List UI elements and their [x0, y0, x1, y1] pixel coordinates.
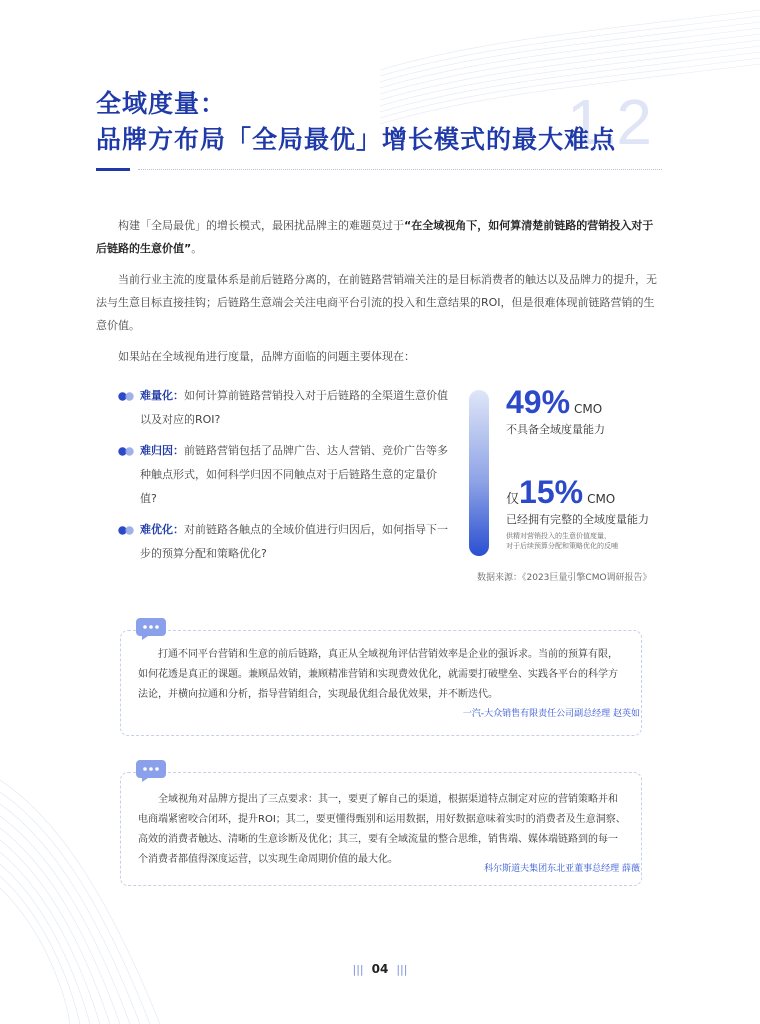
problem-text: 前链路营销包括了品牌广告、达人营销、竞价广告等多种触点形式，如何科学归因不同触点对于后链路生意的定量价值? — [140, 444, 448, 505]
quote-2-text: 全域视角对品牌方提出了三点要求：其一，要更了解自己的渠道，根据渠道特点制定对应的营销策略并和电商端紧密咬合闭环，提升ROI；其二，要更懂得甄别和运用数据，用好数据意味着实时的消费者及生意洞察、高效的消费者触达、清晰的生意诊断及优化；其三，要有全域流量的整合思维，销售端、媒体端链路到的每一个消费者都值得深度运营，以实现生命周期价值的最大化。 — [138, 794, 626, 865]
page-footer — [0, 962, 760, 976]
section-number: 1.2 — [567, 86, 650, 158]
chat-bubble-icon — [136, 618, 166, 640]
page-title — [96, 86, 616, 158]
stat-1-unit: CMO — [574, 402, 603, 416]
title-dotted-divider — [138, 169, 662, 170]
footer-tick-right: ||| — [396, 963, 408, 976]
gradient-stat-bar — [469, 390, 489, 556]
intro-paragraph-1 — [96, 214, 662, 260]
stat-2-description: 已经拥有完整的全域度量能力 — [506, 513, 649, 526]
list-item — [118, 439, 448, 511]
title-line-2: 品牌方布局「全局最优」增长模式的最大难点 — [96, 125, 617, 154]
intro-p1-bold: “在全域视角下，如何算清楚前链路的营销投入对于后链路的生意价值” — [96, 219, 654, 255]
intro-paragraph-2: 当前行业主流的度量体系是前后链路分离的，在前链路营销端关注的是目标消费者的触达以及品牌力的提升，无法与生意目标直接挂钩；后链路生意端会关注电商平台引流的投入和生意结果的ROI，但是很难体现前链路营销的生意价值。 — [96, 273, 657, 332]
title-underline — [96, 168, 130, 171]
footer-tick-left: ||| — [352, 963, 364, 976]
stat-2-prefix: 仅 — [506, 492, 520, 507]
intro-paragraph-3: 如果站在全域视角进行度量，品牌方面临的问题主要体现在： — [118, 350, 415, 363]
stat-2-note-1: 供精对营销投入的生意价值度量， — [506, 532, 611, 540]
chat-bubble-icon — [136, 760, 166, 782]
bullet-dots-icon — [118, 447, 134, 456]
problem-text: 对前链路各触点的全域价值进行归因后，如何指导下一步的预算分配和策略优化? — [140, 523, 448, 560]
stat-2-percent: 15% — [519, 474, 584, 510]
stat-15 — [506, 474, 649, 551]
quote-2-author: 科尔斯道夫集团东北亚董事总经理 薛薇 — [484, 864, 640, 874]
list-item — [118, 518, 448, 566]
page-number: 04 — [371, 962, 389, 976]
stat-2-unit: CMO — [587, 492, 616, 506]
data-source: 数据来源：《2023巨量引擎CMO调研报告》 — [477, 573, 652, 583]
intro-p1-end: 。 — [191, 242, 203, 255]
list-item — [118, 384, 448, 432]
title-line-1: 全域度量： — [96, 89, 227, 118]
bullet-dots-icon — [118, 392, 134, 401]
stat-49 — [506, 384, 605, 437]
intro-p1-text: 构建「全局最优」的增长模式，最困扰品牌主的难题莫过于 — [118, 219, 404, 232]
stat-2-note-2: 对于后续预算分配和策略优化的反哺 — [506, 542, 618, 550]
quote-1-text: 打通不同平台营销和生意的前后链路，真正从全域视角评估营销效率是企业的强诉求。当前的预算有限，如何花透是真正的课题。兼顾品效销，兼顾精准营销和实现费效优化，就需要打破壁垒、实践各平台的科学方法论，并横向拉通和分析，指导营销组合，实现最优组合最优效果，并不断迭代。 — [138, 649, 618, 700]
quote-1-author: 一汽-大众销售有限责任公司副总经理 赵英如 — [462, 709, 640, 719]
problem-list — [118, 384, 448, 573]
problem-key: 难量化： — [140, 389, 184, 402]
bullet-dots-icon — [118, 526, 134, 535]
problem-key: 难归因： — [140, 444, 184, 457]
problem-text: 如何计算前链路营销投入对于后链路的全渠道生意价值以及对应的ROI? — [140, 389, 448, 426]
stat-1-percent: 49% — [506, 384, 571, 420]
problem-key: 难优化： — [140, 523, 184, 536]
stat-1-description: 不具备全域度量能力 — [506, 423, 605, 436]
